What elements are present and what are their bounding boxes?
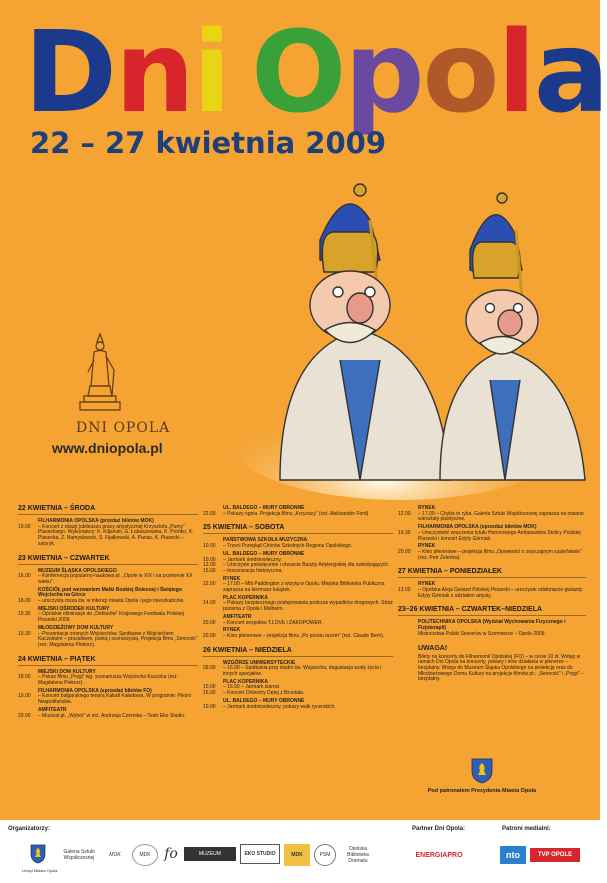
event-item [18, 675, 198, 686]
day-heading: 22 KWIETNIA – ŚRODA [18, 504, 198, 515]
venue-name: AMFITEATR [38, 706, 67, 713]
media-logo-2: TVP OPOLE [530, 848, 580, 862]
event-time: 10.00 [203, 684, 216, 691]
venue-name: MUZEUM ŚLĄSKA OPOLSKIEGO [38, 567, 117, 574]
event-description: – 16.00 – Jarmark staroci. [223, 684, 281, 691]
program-column-3 [398, 504, 586, 683]
event-time: 10.00 [203, 556, 216, 563]
event-description: – uroczysta msza św. w intencji miasta Opola i jego mieszkańców. [38, 598, 185, 605]
title-letter: l [497, 8, 534, 138]
venue-name: POLITECHNIKA OPOLSKA (Wydział Wychowania Fizycznego i Fizjoterapii) [418, 619, 566, 632]
event-description: – 17.00 – Miś Paddington z wizytą w Opolu. Miejska Biblioteka Publiczna zaprasza na kiermasz książek. [223, 581, 385, 594]
event-description: – Opolskie eliminacje do „Debiutów” Krajowego Festiwalu Polskiej Piosenki 2009. [38, 611, 184, 624]
event-description: – Uroczystość wręczenia tytułu Honorowego Ambasadora Stolicy Polskiej Piosenki i koncert Edyty Górniak. [418, 529, 581, 542]
event-description: – Konferencja popularno-naukowa pt. „Opole w XIX i na przełomie XX wieku”. [38, 573, 193, 585]
day-heading: 27 KWIETNIA – PONIEDZIAŁEK [398, 567, 586, 578]
venue-name: UL. BALDEGO – MURY OBRONNE [223, 505, 305, 511]
event-description: – Uroczyste poświęcenie i otwarcie Baszty Artyleryjskiej dla zwiedzających. [223, 562, 390, 569]
event-description: – 16.00 – Spotkania przy studni św. Wojciecha, degustacja wody życia i innych specjałów. [223, 665, 382, 678]
event-time: 19.00 [18, 693, 31, 700]
event-item [203, 621, 393, 627]
event-time: 10.00 [203, 703, 216, 710]
city-crest-icon [30, 844, 46, 864]
title-letter: i [192, 8, 230, 138]
day-heading: 23–26 KWIETNIA – CZWARTEK–NIEDZIELA [398, 605, 586, 616]
event-time: 12.00 [203, 562, 216, 569]
day-heading: 24 KWIETNIA – PIĄTEK [18, 655, 198, 666]
event-item [203, 691, 393, 697]
patronage-text: Pod patronatem Prezydenta Miasta Opola [427, 788, 537, 794]
organizer-logo-8: PSM [314, 844, 336, 866]
title-letter: D [24, 8, 115, 138]
event-time: 18.00 [18, 598, 31, 605]
event-item [18, 632, 198, 649]
event-time: 13.00 [398, 587, 411, 594]
day-heading: 26 KWIETNIA – NIEDZIELA [203, 646, 393, 657]
city-hall-label: Urząd Miasta Opola [22, 868, 58, 873]
venue-name: AMFITEATR [223, 613, 252, 620]
venue-name: FILHARMONIA OPOLSKA (przedaż biletów MOK) [38, 518, 154, 524]
venue-name: RYNEK [223, 627, 241, 634]
event-item [203, 512, 393, 518]
event-description: – Prezentacje znanych Wojciechów. Spotkanie z Wojciechem Kuczokiem – prozaikiem, poetą i scenarzystą. Projekcja filmu „Senność” (reż. Magdalena Piekorz). [38, 630, 198, 648]
event-item [203, 601, 393, 612]
event-time: 22.00 [203, 510, 216, 517]
festival-dates: 22 – 27 kwietnia 2009 [30, 126, 387, 160]
venue-name: PLAC KOPERNIKA [223, 678, 269, 685]
venue-name: RYNEK [418, 543, 436, 550]
event-item [398, 531, 586, 542]
event-description: – Trzeci Przegląd Chórów Szkolnych Regionu Opolskiego. [223, 543, 353, 550]
event-description: – Musical pt. „Wybór” w reż. Andrzeja Czernika – Teatr Eko Studio. [38, 712, 186, 719]
event-item [203, 544, 393, 550]
program-column-1 [18, 504, 198, 719]
event-time: 14.00 [203, 600, 216, 607]
event-time: 12.00 [398, 510, 411, 517]
venue-name: UL. BALDEGO – MURY OBRONNE [223, 697, 305, 704]
soldiers-illustration [240, 180, 585, 480]
event-description: – Jarmark średniowieczny, pokazy walk rycerskich. [223, 703, 336, 710]
event-item [398, 550, 586, 561]
title-letter: o [422, 8, 498, 138]
patronage [388, 758, 576, 794]
event-time: 16.00 [203, 690, 216, 697]
organizer-logo-5: MUZEUM [184, 847, 236, 861]
organizers-label: Organizatorzy: [8, 826, 51, 832]
monument-icon [70, 330, 130, 415]
event-item [203, 705, 393, 711]
event-description: – Inscenizacja historyczna. [223, 567, 283, 574]
venue-name: PLAC KOPERNIKA [223, 594, 269, 601]
partner-logo: ENERGIAPRO [415, 852, 463, 859]
title-letter: p [344, 8, 423, 138]
organizer-logo-4: fo [164, 846, 178, 862]
event-time: 20.00 [203, 619, 216, 626]
event-time: 10.00 [203, 543, 216, 550]
event-description: – Pokaz filmu „Pręgi” wg. scenariusza Wojciecha Kuczoka (reż. Magdalena Piekorz). [38, 674, 178, 687]
venue-name: FILHARMONIA OPOLSKA (sprzedaż biletów FO) [38, 687, 152, 694]
notice-text: Mistrzostwa Polski Seniorów w Szermierce – Opole 2009. [418, 630, 546, 637]
event-description: – Opolska Aleja Gwiazd Polskiej Piosenki – uroczyste odsłonięcie gwiazdy Edyty Górniak z udziałem artysty. [418, 587, 583, 599]
event-description: – Pokazy bezpiecznego postępowania podczas wypadków drogowych. Straż pożarna z Opola i Mülheim. [223, 600, 393, 613]
event-time: 15.00 [203, 567, 216, 574]
event-description: – Kino plenerowe – projekcja filmu „Opowieści o zwyczajnym szaleństwie” (reż. Petr Zelenka). [418, 548, 582, 561]
event-time: 19.30 [398, 529, 411, 536]
venue-name: MIEJSKI OŚRODEK KULTURY [38, 605, 110, 612]
brand-name: DNI OPOLA [76, 420, 171, 436]
venue-name: KOŚCIÓŁ pod wezwaniem Matki Boskiej Bolesnej i Świętego Wojciecha na Górce [38, 586, 182, 599]
footer-sponsors [0, 820, 600, 883]
event-description: – 17.00 – Chyba to ryba. Galeria Sztuki Współczesnej zaprasza na otwarte warsztaty plastyczne. [418, 510, 584, 523]
venue-name: RYNEK [223, 575, 241, 582]
notice-heading: UWAGA! [418, 644, 448, 652]
event-time: 19.00 [18, 523, 31, 530]
title-letter: n [114, 8, 193, 138]
organizer-logo-6: EKO STUDIO [240, 844, 280, 864]
organizer-logo-1: Galeria Sztuki Współczesnej [63, 849, 95, 861]
venue-name: FILHARMONIA OPOLSKA (sprzedaż biletów MOK) [418, 524, 537, 531]
venue-name: WZGÓRZE UNIWERSYTECKIE [223, 659, 296, 666]
event-time: 16.00 [18, 573, 31, 580]
event-description: – Jarmark średniowieczny. [223, 556, 282, 563]
event-item [18, 694, 198, 705]
event-item [18, 574, 198, 585]
venue-name: MŁODZIEŻOWY DOM KULTURY [38, 624, 114, 631]
venue-name: PAŃSTWOWA SZKOŁA MUZYCZNA [223, 537, 308, 544]
event-item [18, 525, 198, 548]
title-letter: O [251, 8, 345, 138]
event-time: 19.30 [18, 630, 31, 637]
event-time: 20.00 [203, 632, 216, 639]
day-heading: 25 KWIETNIA – SOBOTA [203, 523, 393, 534]
event-item [203, 666, 393, 677]
event-item [18, 599, 198, 605]
opole-crest-icon [471, 758, 493, 784]
festival-title [24, 8, 607, 138]
event-item [203, 569, 393, 575]
event-time: 20.00 [398, 548, 411, 555]
event-description: – Pokazy ognia. Projekcja filmu „Krzyżacy” (reż. Aleksander Ford). [223, 510, 370, 517]
program-column-2 [203, 504, 393, 710]
event-description: – Koncert Orkiestry Dętej z Bruntala. [223, 690, 305, 697]
title-letter: a [533, 8, 607, 138]
event-item [398, 512, 586, 523]
venue-name: UL. BALDEGO – MURY OBRONNE [223, 550, 305, 557]
event-time: 19.30 [18, 611, 31, 618]
event-description: – Kino plenerowe – projekcja filmu „Po prostu razem” (reż. Claude Berri). [223, 632, 385, 639]
day-heading: 23 KWIETNIA – CZWARTEK [18, 554, 198, 565]
media-logo-1: nto [500, 846, 526, 864]
venue-name: RYNEK [418, 505, 436, 511]
event-time: 18.00 [18, 674, 31, 681]
organizer-logo-2: MOK [109, 852, 121, 858]
event-description: – Koncert z okazji jubileuszu pracy artystycznej Krzysztofa „Pumy” Piaseckiego. Wykonawcy: K. Kiljański, G. Łobaszewska, K. Prońko, K. Piasecka, Z. Namysłowski, S. Fijałkowski, A. Panas, K. Piasecki – satyryk. [38, 523, 194, 547]
event-item [203, 634, 393, 640]
venue-name: RYNEK [418, 581, 436, 588]
event-item [398, 588, 586, 599]
organizer-logo-3: MDK [132, 844, 158, 866]
venue-name: MIEJSKI DOM KULTURY [38, 668, 96, 675]
event-time: 20.00 [18, 712, 31, 719]
event-time: 09.00 [203, 665, 216, 672]
media-label: Patroni medialni: [502, 826, 551, 832]
website-link[interactable]: www.dniopola.pl [52, 440, 163, 456]
organizer-logo-9: Opolska Biblioteka Dramatu [347, 846, 369, 864]
partner-label: Partner Dni Opola: [412, 826, 466, 832]
event-description: – Koncert bułgarskiego tenora Kałudi Kałudowa. W programie: Pieśni Neapolitańskie. [38, 693, 192, 706]
event-item [203, 582, 393, 593]
organizer-logo-7: MDK [284, 844, 310, 866]
notice-text: Bilety na koncerty do Filharmonii Opolskiej (FO) – w cenie 10 zł. Wstęp w ramach Dni Opola na koncerty, pokazy i inne działania w plenerze – bezpłatny. Wstęp do Muzeum Śląska Opolskiego na prelekcję oraz do Młodzieżowego Domu Kultury na projekcje filmów pt.: „Senność” i „Pręgi” – bezpłatny. [418, 653, 584, 683]
event-item [18, 612, 198, 623]
event-description: – Koncert zespołów T.LOVE i ZAKOPOWER. [223, 619, 323, 626]
event-time: 12.00 [203, 581, 216, 588]
event-item [18, 714, 198, 720]
